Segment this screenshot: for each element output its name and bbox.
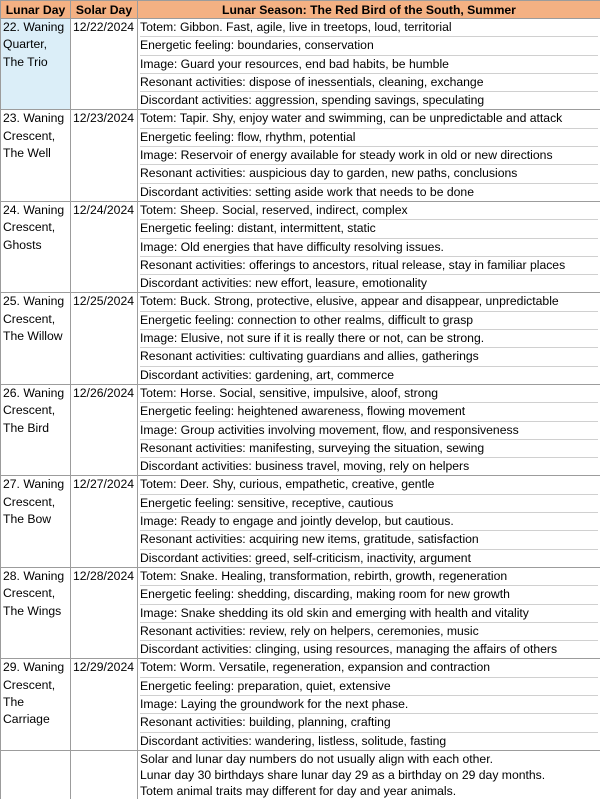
lunar-day-cell[interactable]: 25. Waning Crescent, The Willow bbox=[1, 293, 71, 384]
solar-day-cell[interactable]: 12/25/2024 bbox=[71, 293, 138, 384]
detail-line[interactable]: Resonant activities: review, rely on helpers, ceremonies, music bbox=[140, 623, 598, 641]
detail-line[interactable]: Image: Reservoir of energy available for steady work in old or new directions bbox=[140, 147, 598, 165]
detail-line[interactable]: Energetic feeling: heightened awareness, flowing movement bbox=[140, 403, 598, 421]
season-details-cell bbox=[138, 567, 600, 658]
detail-line[interactable]: Discordant activities: new effort, leasure, emotionality bbox=[140, 275, 598, 292]
header-row bbox=[1, 1, 600, 19]
table-row bbox=[1, 201, 600, 292]
lunar-day-cell[interactable]: 27. Waning Crescent, The Bow bbox=[1, 476, 71, 567]
season-details-cell bbox=[138, 659, 600, 750]
season-details-cell bbox=[138, 293, 600, 384]
solar-day-cell[interactable]: 12/28/2024 bbox=[71, 567, 138, 658]
solar-day-cell[interactable]: 12/22/2024 bbox=[71, 19, 138, 110]
detail-line[interactable]: Discordant activities: clinging, using resources, managing the affairs of others bbox=[140, 641, 598, 658]
header-lunar-season[interactable]: Lunar Season: The Red Bird of the South, Summer bbox=[138, 1, 600, 19]
detail-line[interactable]: Energetic feeling: preparation, quiet, extensive bbox=[140, 678, 598, 696]
detail-line[interactable]: Energetic feeling: distant, intermittent, static bbox=[140, 220, 598, 238]
season-details-cell bbox=[138, 110, 600, 201]
detail-line[interactable]: Totem: Worm. Versatile, regeneration, expansion and contraction bbox=[140, 659, 598, 677]
season-details-cell bbox=[138, 476, 600, 567]
detail-line[interactable]: Image: Guard your resources, end bad habits, be humble bbox=[140, 56, 598, 74]
detail-line[interactable]: Energetic feeling: flow, rhythm, potential bbox=[140, 129, 598, 147]
detail-line[interactable]: Resonant activities: cultivating guardians and allies, gatherings bbox=[140, 348, 598, 366]
table-row bbox=[1, 110, 600, 201]
lunar-day-cell[interactable]: 29. Waning Crescent, The Carriage bbox=[1, 659, 71, 750]
solar-day-cell[interactable]: 12/29/2024 bbox=[71, 659, 138, 750]
detail-line[interactable]: Image: Ready to engage and jointly develop, but cautious. bbox=[140, 513, 598, 531]
solar-day-cell[interactable]: 12/24/2024 bbox=[71, 201, 138, 292]
detail-line[interactable]: Resonant activities: manifesting, surveying the situation, sewing bbox=[140, 440, 598, 458]
detail-line[interactable]: Discordant activities: setting aside work that needs to be done bbox=[140, 184, 598, 201]
detail-line[interactable]: Energetic feeling: boundaries, conservation bbox=[140, 37, 598, 55]
detail-line[interactable]: Resonant activities: dispose of inessentials, cleaning, exchange bbox=[140, 74, 598, 92]
empty-lunar-cell[interactable] bbox=[1, 750, 71, 799]
detail-line[interactable]: Totem: Snake. Healing, transformation, rebirth, growth, regeneration bbox=[140, 568, 598, 586]
detail-line[interactable]: Image: Laying the groundwork for the next phase. bbox=[140, 696, 598, 714]
detail-line[interactable]: Discordant activities: greed, self-criticism, inactivity, argument bbox=[140, 550, 598, 567]
header-lunar-day[interactable]: Lunar Day bbox=[1, 1, 71, 19]
lunar-day-cell[interactable]: 26. Waning Crescent, The Bird bbox=[1, 384, 71, 475]
solar-day-cell[interactable]: 12/26/2024 bbox=[71, 384, 138, 475]
lunar-day-cell[interactable]: 24. Waning Crescent, Ghosts bbox=[1, 201, 71, 292]
note-line[interactable]: Totem animal traits may different for day and year animals. bbox=[140, 783, 598, 799]
detail-line[interactable]: Image: Snake shedding its old skin and emerging with health and vitality bbox=[140, 605, 598, 623]
note-line[interactable]: Solar and lunar day numbers do not usually align with each other. bbox=[140, 751, 598, 767]
detail-line[interactable]: Energetic feeling: shedding, discarding, making room for new growth bbox=[140, 586, 598, 604]
table-row bbox=[1, 384, 600, 475]
detail-line[interactable]: Discordant activities: wandering, listless, solitude, fasting bbox=[140, 733, 598, 750]
detail-line[interactable]: Image: Group activities involving movement, flow, and responsiveness bbox=[140, 422, 598, 440]
lunar-day-cell[interactable]: 28. Waning Crescent, The Wings bbox=[1, 567, 71, 658]
detail-line[interactable]: Energetic feeling: sensitive, receptive, cautious bbox=[140, 495, 598, 513]
table-row bbox=[1, 567, 600, 658]
detail-line[interactable]: Totem: Deer. Shy, curious, empathetic, creative, gentle bbox=[140, 476, 598, 494]
solar-day-cell[interactable]: 12/27/2024 bbox=[71, 476, 138, 567]
table-row bbox=[1, 293, 600, 384]
detail-line[interactable]: Resonant activities: offerings to ancestors, ritual release, stay in familiar places bbox=[140, 257, 598, 275]
detail-line[interactable]: Discordant activities: aggression, spending savings, speculating bbox=[140, 92, 598, 109]
empty-solar-cell[interactable] bbox=[71, 750, 138, 799]
detail-line[interactable]: Image: Old energies that have difficulty resolving issues. bbox=[140, 239, 598, 257]
season-details-cell bbox=[138, 384, 600, 475]
detail-line[interactable]: Discordant activities: business travel, moving, rely on helpers bbox=[140, 458, 598, 475]
detail-line[interactable]: Totem: Buck. Strong, protective, elusive, appear and disappear, unpredictable bbox=[140, 293, 598, 311]
note-line[interactable]: Lunar day 30 birthdays share lunar day 29 as a birthday on 29 day months. bbox=[140, 767, 598, 783]
table-row bbox=[1, 476, 600, 567]
lunar-day-cell[interactable]: 22. Waning Quarter, The Trio bbox=[1, 19, 71, 110]
detail-line[interactable]: Image: Elusive, not sure if it is really there or not, can be strong. bbox=[140, 330, 598, 348]
detail-line[interactable]: Totem: Horse. Social, sensitive, impulsive, aloof, strong bbox=[140, 385, 598, 403]
detail-line[interactable]: Discordant activities: gardening, art, commerce bbox=[140, 367, 598, 384]
detail-line[interactable]: Resonant activities: auspicious day to garden, new paths, conclusions bbox=[140, 165, 598, 183]
table-row bbox=[1, 19, 600, 110]
table-body bbox=[1, 19, 600, 799]
solar-day-cell[interactable]: 12/23/2024 bbox=[71, 110, 138, 201]
notes-cell bbox=[138, 750, 600, 799]
detail-line[interactable]: Totem: Gibbon. Fast, agile, live in treetops, loud, territorial bbox=[140, 19, 598, 37]
lunar-day-cell[interactable]: 23. Waning Crescent, The Well bbox=[1, 110, 71, 201]
detail-line[interactable]: Totem: Sheep. Social, reserved, indirect, complex bbox=[140, 202, 598, 220]
season-details-cell bbox=[138, 201, 600, 292]
header-solar-day[interactable]: Solar Day bbox=[71, 1, 138, 19]
detail-line[interactable]: Totem: Tapir. Shy, enjoy water and swimming, can be unpredictable and attack bbox=[140, 110, 598, 128]
notes-row bbox=[1, 750, 600, 799]
detail-line[interactable]: Energetic feeling: connection to other realms, difficult to grasp bbox=[140, 312, 598, 330]
detail-line[interactable]: Resonant activities: building, planning, crafting bbox=[140, 714, 598, 732]
detail-line[interactable]: Resonant activities: acquiring new items, gratitude, satisfaction bbox=[140, 531, 598, 549]
table-row bbox=[1, 659, 600, 750]
season-details-cell bbox=[138, 19, 600, 110]
